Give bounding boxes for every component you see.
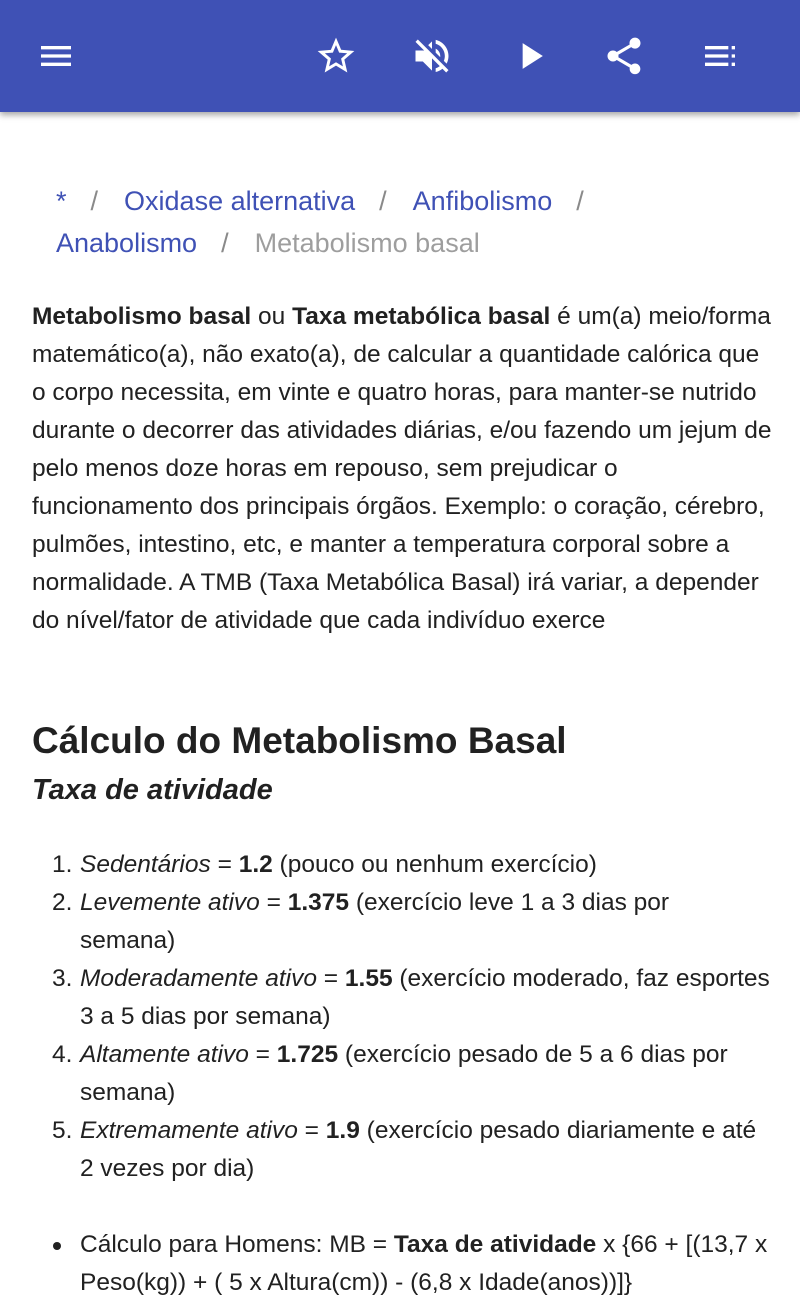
term-taxa-metabolica-basal: Taxa metabólica basal	[292, 303, 551, 330]
mute-button[interactable]	[404, 28, 460, 84]
breadcrumb-separator: /	[576, 186, 584, 216]
list-item: 2. Levemente ativo = 1.375 (exercício leve 1 a 3 dias por semana)	[52, 889, 670, 954]
intro-connector: ou	[251, 303, 293, 330]
breadcrumb-separator: /	[90, 186, 99, 216]
bullet-icon	[53, 1242, 61, 1250]
play-icon	[508, 34, 552, 78]
activity-list	[0, 846, 800, 1188]
list-icon	[700, 36, 740, 76]
term-metabolismo-basal: Metabolismo basal	[32, 303, 252, 330]
table-of-contents-button[interactable]	[692, 28, 748, 84]
share-icon	[602, 34, 646, 78]
breadcrumb-link-anabolismo[interactable]: Anabolismo	[56, 228, 198, 258]
favorite-button[interactable]	[308, 28, 364, 84]
list-item: 3. Moderadamente ativo = 1.55 (exercício moderado, faz esportes 3 a 5 dias por semana)	[52, 965, 770, 1030]
menu-button[interactable]	[28, 28, 84, 84]
breadcrumb	[56, 180, 756, 264]
list-item: Cálculo para Homens: MB = Taxa de atividade x {66 + [(13,7 x Peso(kg)) + ( 5 x Altura(cm)) - (6,8 x Idade(anos))]}	[0, 1226, 770, 1302]
volume-off-icon	[410, 34, 454, 78]
list-item: 4. Altamente ativo = 1.725 (exercício pesado de 5 a 6 dias por semana)	[52, 1041, 728, 1106]
breadcrumb-link-home[interactable]: *	[56, 186, 67, 216]
intro-text: é um(a) meio/forma matemático(a), não exato(a), de calcular a quantidade calórica que o corpo necessita, em vinte e quatro horas, para manter-se nutrido durante o decorrer das atividades diárias, e/ou fazendo um jejum de pelo menos doze horas em repouso, sem prejudicar o funcionamento dos principais órgãos. Exemplo: o coração, cérebro, pulmões, intestino, etc, e manter a temperatura corporal sobre a normalidade. A TMB (Taxa Metabólica Basal) irá variar, a depender do nível/fator de atividade que cada indivíduo exerce	[32, 303, 772, 634]
menu-icon	[36, 36, 76, 76]
list-item: 1. Sedentários = 1.2 (pouco ou nenhum exercício)	[52, 851, 597, 878]
breadcrumb-link-oxidase[interactable]: Oxidase alternativa	[124, 186, 356, 216]
breadcrumb-separator: /	[379, 186, 387, 216]
star-outline-icon	[314, 34, 358, 78]
share-button[interactable]	[596, 28, 652, 84]
play-button[interactable]	[502, 28, 558, 84]
formula-list	[0, 1226, 800, 1302]
app-bar	[0, 0, 800, 112]
intro-paragraph	[32, 298, 772, 640]
breadcrumb-separator: /	[221, 228, 229, 258]
section-subheading: Taxa de atividade	[32, 774, 273, 806]
list-item: 5. Extremamente ativo = 1.9 (exercício pesado diariamente e até 2 vezes por dia)	[52, 1117, 757, 1182]
section-heading: Cálculo do Metabolismo Basal	[32, 720, 567, 761]
breadcrumb-link-anfibolismo[interactable]: Anfibolismo	[412, 186, 553, 216]
breadcrumb-current: Metabolismo basal	[254, 228, 480, 258]
